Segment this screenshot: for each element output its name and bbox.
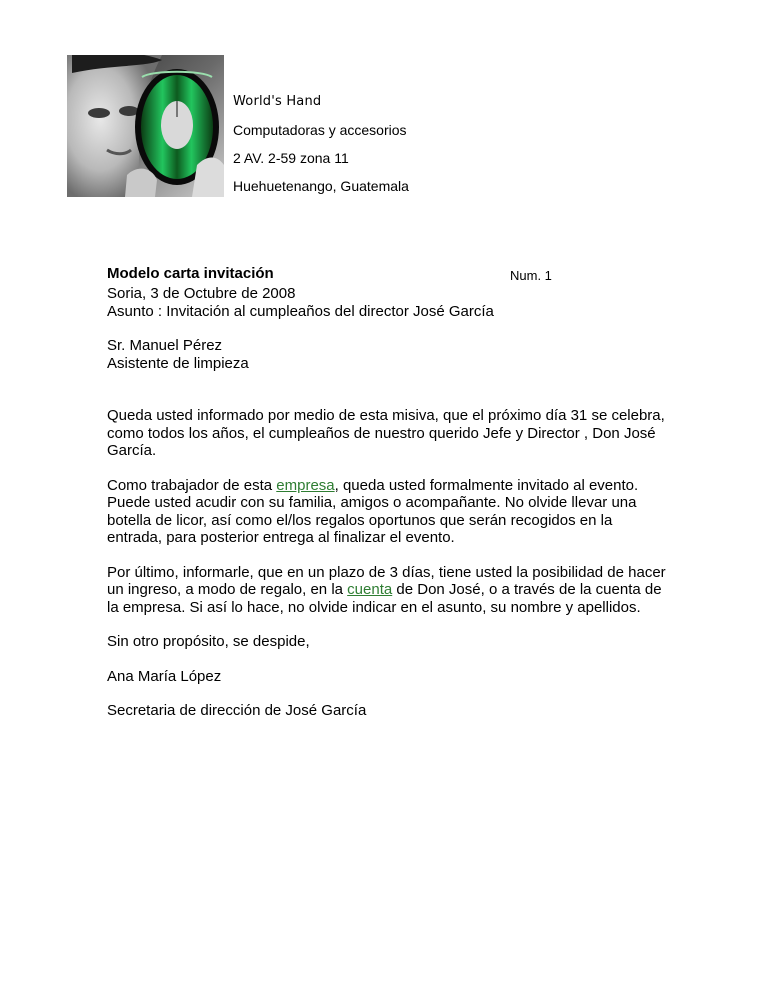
- recipient-name: Sr. Manuel Pérez: [107, 337, 223, 354]
- closing-line: Sin otro propósito, se despide,: [107, 633, 310, 650]
- cuenta-link[interactable]: cuenta: [347, 581, 393, 598]
- company-description: Computadoras y accesorios: [233, 122, 407, 138]
- company-name: World's Hand: [233, 94, 322, 109]
- signer-role: Secretaria de dirección de José García: [107, 702, 367, 719]
- letter-body: [107, 265, 667, 720]
- letter-number: Num. 1: [510, 268, 552, 283]
- paragraph-1: Queda usted informado por medio de esta misiva, que el próximo día 31 se celebra, como todos los años, el cumpleaños de nuestro querido Jefe y Director , Don José García.: [107, 407, 665, 459]
- empresa-link[interactable]: empresa: [276, 476, 335, 494]
- letter-subject: Asunto : Invitación al cumpleaños del director José García: [107, 302, 494, 320]
- paragraph-2-end: , queda usted formalmente invitado al evento. Puede usted acudir con su familia, amigos o acompañante. No olvide llevar una botella de licor, así como el/los regalos oportunos que serán recogidos en la entrada, para posterior entrega al finalizar el evento.: [107, 476, 639, 546]
- company-address: 2 AV. 2-59 zona 11: [233, 150, 349, 166]
- paragraph-3-start: Por último, informarle, que en un plazo de 3 días, tiene usted la posibilidad de hacer un ingreso, a modo de regalo, en la: [107, 563, 666, 598]
- paragraph-2: [107, 477, 667, 547]
- paragraph-3-end: de Don José, o a través de la cuenta de la empresa. Si así lo hace, no olvide indicar en el asunto, su nombre y apellidos.: [107, 581, 662, 616]
- signer-name: Ana María López: [107, 667, 222, 685]
- company-city: Huehuetenango, Guatemala: [233, 178, 409, 194]
- recipient-role: Asistente de limpieza: [107, 354, 249, 372]
- paragraph-3: [107, 564, 667, 617]
- company-info: [233, 88, 409, 200]
- company-logo: [67, 55, 224, 197]
- letter-title-row: [107, 265, 667, 285]
- letter-title: Modelo carta invitación: [107, 265, 274, 282]
- letter-date: Soria, 3 de Octubre de 2008: [107, 285, 296, 302]
- paragraph-2-start: Como trabajador de esta: [107, 476, 277, 494]
